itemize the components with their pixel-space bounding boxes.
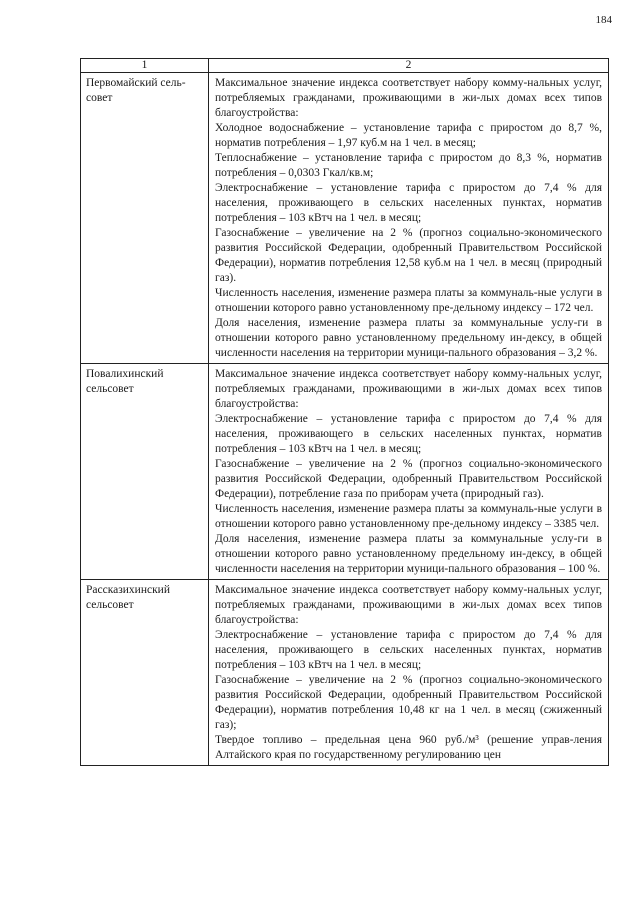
description-cell: [209, 364, 609, 580]
column-header-1: 1: [81, 59, 209, 73]
description-paragraph: Численность населения, изменение размера платы за коммуналь-ные услуги в отношении которого равно установленному пре-дельному индексу – 172 чел.: [215, 287, 602, 314]
description-cell: [209, 73, 609, 364]
description-paragraph: Газоснабжение – увеличение на 2 % (прогноз социально-экономического развития Российской Федерации, одобренный Правительством Российской Федерации), норматив потребления 12,58 куб.м на 1 чел. в месяц (природный газ).: [215, 227, 602, 284]
page-number: 184: [595, 14, 612, 26]
municipality-name: Первомайский сель- совет: [81, 73, 209, 364]
column-header-2: 2: [209, 59, 609, 73]
description-paragraph: Доля населения, изменение размера платы за коммунальные услу-ги в отношении которого равно установленному предельному ин-дексу, в общей численности населения на территории муници-пального образования – 3,2 %.: [215, 317, 602, 359]
header-row: [81, 59, 609, 73]
description-paragraph: Теплоснабжение – установление тарифа с приростом до 8,3 %, норматив потребления – 0,0303 Гкал/кв.м;: [215, 152, 602, 179]
description-paragraph: Максимальное значение индекса соответствует набору комму-нальных услуг, потребляемых гражданами, проживающими в жи-лых домах всех типов благоустройства:: [215, 77, 602, 119]
description-paragraph: Максимальное значение индекса соответствует набору комму-нальных услуг, потребляемых гражданами, проживающими в жи-лых домах всех типов благоустройства:: [215, 584, 602, 626]
description-paragraph: Газоснабжение – увеличение на 2 % (прогноз социально-экономического развития Российской Федерации, одобренный Правительством Российской Федерации), потребление газа по приборам учета (природный газ).: [215, 458, 602, 500]
tariff-table: [80, 58, 609, 766]
description-paragraph: Твердое топливо – предельная цена 960 руб./м³ (решение управ-ления Алтайского края по государственному регулированию цен: [215, 734, 602, 761]
municipality-name: Повалихинский сельсовет: [81, 364, 209, 580]
description-paragraph: Электроснабжение – установление тарифа с приростом до 7,4 % для населения, проживающего в сельских населенных пунктах, норматив потребления – 103 кВтч на 1 чел. в месяц;: [215, 413, 602, 455]
municipality-name: Рассказихинский сельсовет: [81, 580, 209, 766]
description-paragraph: Электроснабжение – установление тарифа с приростом до 7,4 % для населения, проживающего в сельских населенных пунктах, норматив потребления – 103 кВтч на 1 чел. в месяц;: [215, 629, 602, 671]
table-row: [81, 73, 609, 364]
description-paragraph: Газоснабжение – увеличение на 2 % (прогноз социально-экономического развития Российской Федерации, одобренный Правительством Российской Федерации), норматив потребления 10,48 кг на 1 чел. в месяц (сжиженный газ);: [215, 674, 602, 731]
description-paragraph: Доля населения, изменение размера платы за коммунальные услу-ги в отношении которого равно установленному предельному ин-дексу, в общей численности населения на территории муници-пального образования – 100 %.: [215, 533, 602, 575]
description-paragraph: Максимальное значение индекса соответствует набору комму-нальных услуг, потребляемых гражданами, проживающими в жи-лых домах всех типов благоустройства:: [215, 368, 602, 410]
description-cell: [209, 580, 609, 766]
table-row: [81, 364, 609, 580]
description-paragraph: Холодное водоснабжение – установление тарифа с приростом до 8,7 %, норматив потребления – 1,97 куб.м на 1 чел. в месяц;: [215, 122, 602, 149]
description-paragraph: Численность населения, изменение размера платы за коммуналь-ные услуги в отношении которого равно установленному пре-дельному индексу – 3385 чел.: [215, 503, 602, 530]
description-paragraph: Электроснабжение – установление тарифа с приростом до 7,4 % для населения, проживающего в сельских населенных пунктах, норматив потребления – 103 кВтч на 1 чел. в месяц;: [215, 182, 602, 224]
table-row: [81, 580, 609, 766]
